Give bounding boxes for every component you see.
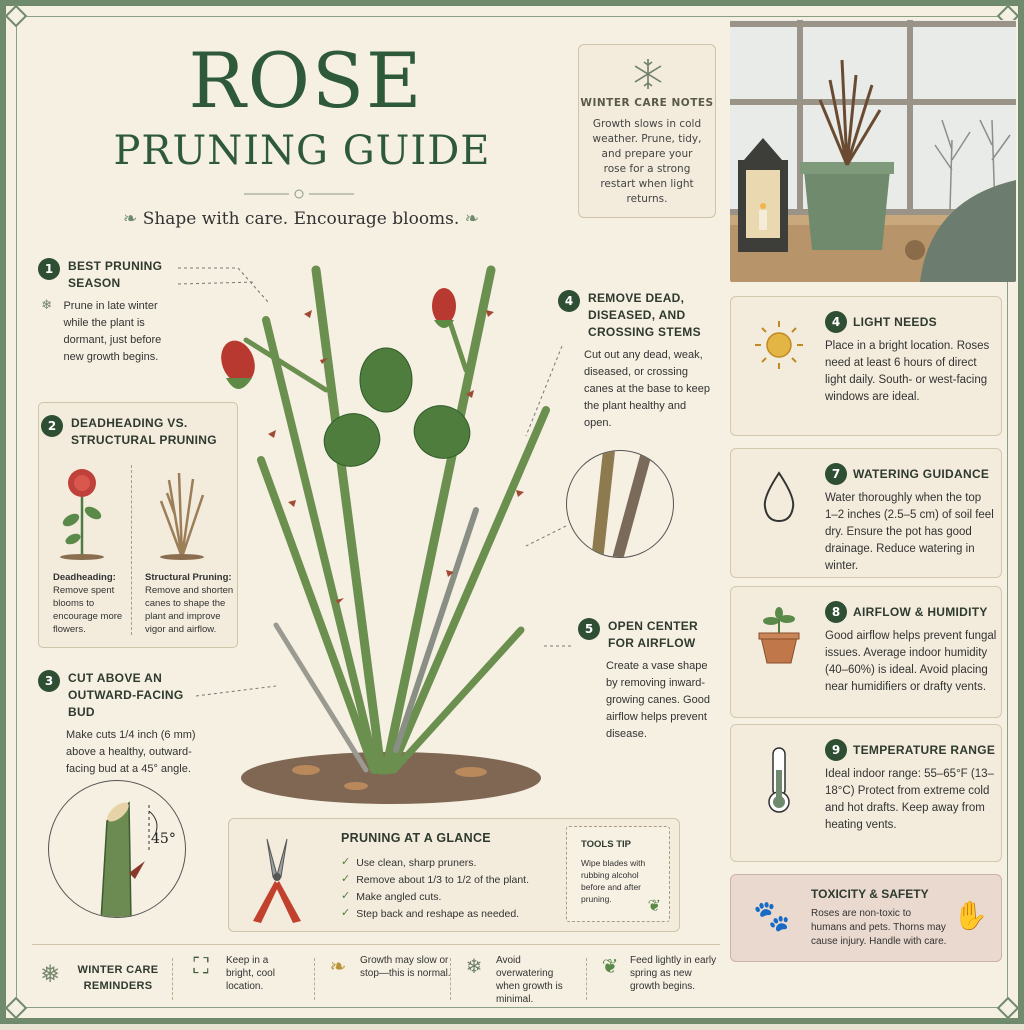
card-watering-guidance — [730, 448, 1002, 578]
snowflake-icon: ❄ — [465, 954, 483, 978]
winter-care-reminders — [26, 944, 1010, 1006]
section-text: Make cuts 1/4 inch (6 mm) above a healthy, outward-facing bud at a 45° angle. — [66, 729, 196, 775]
leaf-icon: ❧ — [329, 954, 347, 978]
cut-detail-inset — [48, 780, 186, 918]
divider — [450, 958, 451, 1000]
section-title: CUT ABOVE AN OUTWARD-FACING BUD — [68, 671, 184, 719]
card-light-needs — [730, 296, 1002, 436]
divider — [586, 958, 587, 1000]
card-airflow-humidity — [730, 586, 1002, 718]
sun-icon — [751, 315, 807, 375]
crossing-stems-inset — [566, 450, 674, 558]
deadheading-title: Deadheading: — [53, 572, 116, 583]
step-number: 9 — [825, 739, 847, 761]
card-temperature-range — [730, 724, 1002, 862]
section-title: BEST PRUNING SEASON — [68, 259, 163, 290]
hand-icon: ✋ — [953, 899, 988, 932]
section-open-center — [578, 618, 718, 743]
section-best-pruning-season — [38, 258, 178, 366]
page-subtitle: PRUNING GUIDE — [113, 128, 491, 174]
cut-angle-label: 45° — [151, 831, 176, 847]
step-number: 3 — [38, 670, 60, 692]
cane-cut-illustration — [49, 781, 186, 918]
tools-text: Wipe blades with rubbing alcohol before and after pruning. — [581, 858, 646, 904]
check-icon: ✓ — [341, 872, 351, 885]
check-icon: ✓ — [341, 906, 351, 919]
reminder-item: ❦ Feed lightly in early spring as new growth begins. — [598, 954, 722, 993]
flourish-divider — [244, 188, 354, 200]
reminder-item: ⛶ Keep in a bright, cool location. — [184, 954, 298, 993]
section-title: DEADHEADING VS. STRUCTURAL PRUNING — [71, 416, 217, 447]
snowflake-icon: ❄ — [41, 298, 53, 313]
potted-plant-icon — [751, 605, 807, 665]
pruners-icon — [243, 829, 313, 925]
structural-title: Structural Pruning: — [145, 572, 232, 583]
card-text: Roses are non-toxic to humans and pets. Thorns may cause injury. Handle with care. — [811, 908, 947, 947]
section-title: REMOVE DEAD, DISEASED, AND CROSSING STEMS — [588, 291, 701, 339]
glance-item: ✓ Make angled cuts. — [341, 889, 559, 906]
tools-title: TOOLS TIP — [581, 839, 631, 850]
divider — [314, 958, 315, 1000]
card-text: Water thoroughly when the top 1–2 inches (2.5–5 cm) of soil feel dry. Ensure the pot has good drainage. Reduce watering in winter. — [825, 492, 994, 572]
notes-text: Growth slows in cold weather. Prune, tidy, and prepare your rose for a strong restart when light returns. — [592, 118, 702, 205]
tools-tip — [566, 826, 670, 922]
pot-icon: ⛶ — [193, 954, 209, 979]
page-title: ROSE — [188, 36, 424, 125]
glance-item: ✓ Remove about 1/3 to 1/2 of the plant. — [341, 872, 559, 889]
glance-item: ✓ Step back and reshape as needed. — [341, 906, 559, 923]
step-number: 8 — [825, 601, 847, 623]
winter-branch-icon: ❅ — [40, 960, 61, 988]
crossing-stems-illustration — [567, 451, 674, 558]
paw-icon: 🐾 — [753, 899, 791, 934]
check-icon: ✓ — [341, 855, 351, 868]
card-title: TOXICITY & SAFETY — [811, 887, 929, 901]
card-title: LIGHT NEEDS — [853, 314, 937, 329]
step-number: 1 — [38, 258, 60, 280]
tagline: ❧ Shape with care. Encourage blooms. ❧ — [123, 209, 479, 229]
glance-title: PRUNING AT A GLANCE — [341, 831, 491, 845]
corner-ornament — [5, 5, 28, 28]
section-title: OPEN CENTER FOR AIRFLOW — [608, 619, 698, 650]
section-text: Prune in late winter while the plant is dormant, just before new growth begins. — [63, 300, 162, 363]
check-icon: ✓ — [341, 889, 351, 902]
card-title: TEMPERATURE RANGE — [853, 742, 996, 757]
card-text: Place in a bright location. Roses need at least 6 hours of direct light daily. South- or west-facing windows are ideal. — [825, 340, 990, 403]
section-remove-dead-stems — [558, 290, 718, 432]
water-drop-icon — [751, 467, 807, 527]
structural-text: Remove and shorten canes to shape the plant and improve vigor and airflow. — [145, 585, 234, 635]
thermometer-icon — [751, 743, 807, 815]
section-text: Cut out any dead, weak, diseased, or crossing canes at the base to keep the plant healthy and open. — [584, 349, 710, 429]
step-number: 2 — [41, 415, 63, 437]
sprout-icon: ❦ — [601, 954, 619, 978]
sprig-icon: ❦ — [647, 896, 661, 915]
step-number: 4 — [558, 290, 580, 312]
leaf-icon: ❧ — [123, 209, 143, 229]
vertical-divider — [131, 465, 132, 635]
rose-bush-illustration — [216, 250, 556, 810]
reminder-item: ❄ Avoid overwatering when growth is minimal. — [460, 954, 578, 1006]
reminder-item: ❧ Growth may slow or stop—this is normal. — [324, 954, 452, 980]
section-cut-above-bud — [38, 670, 218, 778]
card-title: AIRFLOW & HUMIDITY — [853, 604, 988, 619]
section-text: Create a vase shape by removing inward-growing canes. Good airflow helps prevent disease. — [606, 660, 710, 740]
card-text: Good airflow helps prevent fungal issues. Average indoor humidity (40–60%) is ideal. Avoid placing near humidifiers or drafty vents. — [825, 630, 997, 693]
step-number: 5 — [578, 618, 600, 640]
notes-title: WINTER CARE NOTES — [580, 97, 714, 109]
card-text: Ideal indoor range: 55–65°F (13–18°C) Protect from extreme cold and hot drafts. Keep away from heating vents. — [825, 768, 994, 831]
section-deadheading-vs-structural — [38, 402, 238, 648]
step-number: 4 — [825, 311, 847, 333]
corner-ornament — [5, 997, 28, 1020]
deadheading-text: Remove spent blooms to encourage more flowers. — [53, 585, 123, 635]
card-title: WATERING GUIDANCE — [853, 466, 990, 481]
snowflake-icon — [631, 57, 665, 91]
glance-item: ✓ Use clean, sharp pruners. — [341, 855, 559, 872]
winter-care-notes — [578, 44, 716, 218]
divider — [172, 958, 173, 1000]
rose-buds — [216, 288, 456, 389]
window-scene-illustration — [730, 20, 1016, 282]
rose-bloom-icon — [47, 465, 117, 565]
step-number: 7 — [825, 463, 847, 485]
pruned-canes-icon — [147, 465, 217, 565]
reminders-title: WINTER CARE REMINDERS — [77, 964, 159, 992]
leaf-icon: ❧ — [464, 209, 479, 229]
